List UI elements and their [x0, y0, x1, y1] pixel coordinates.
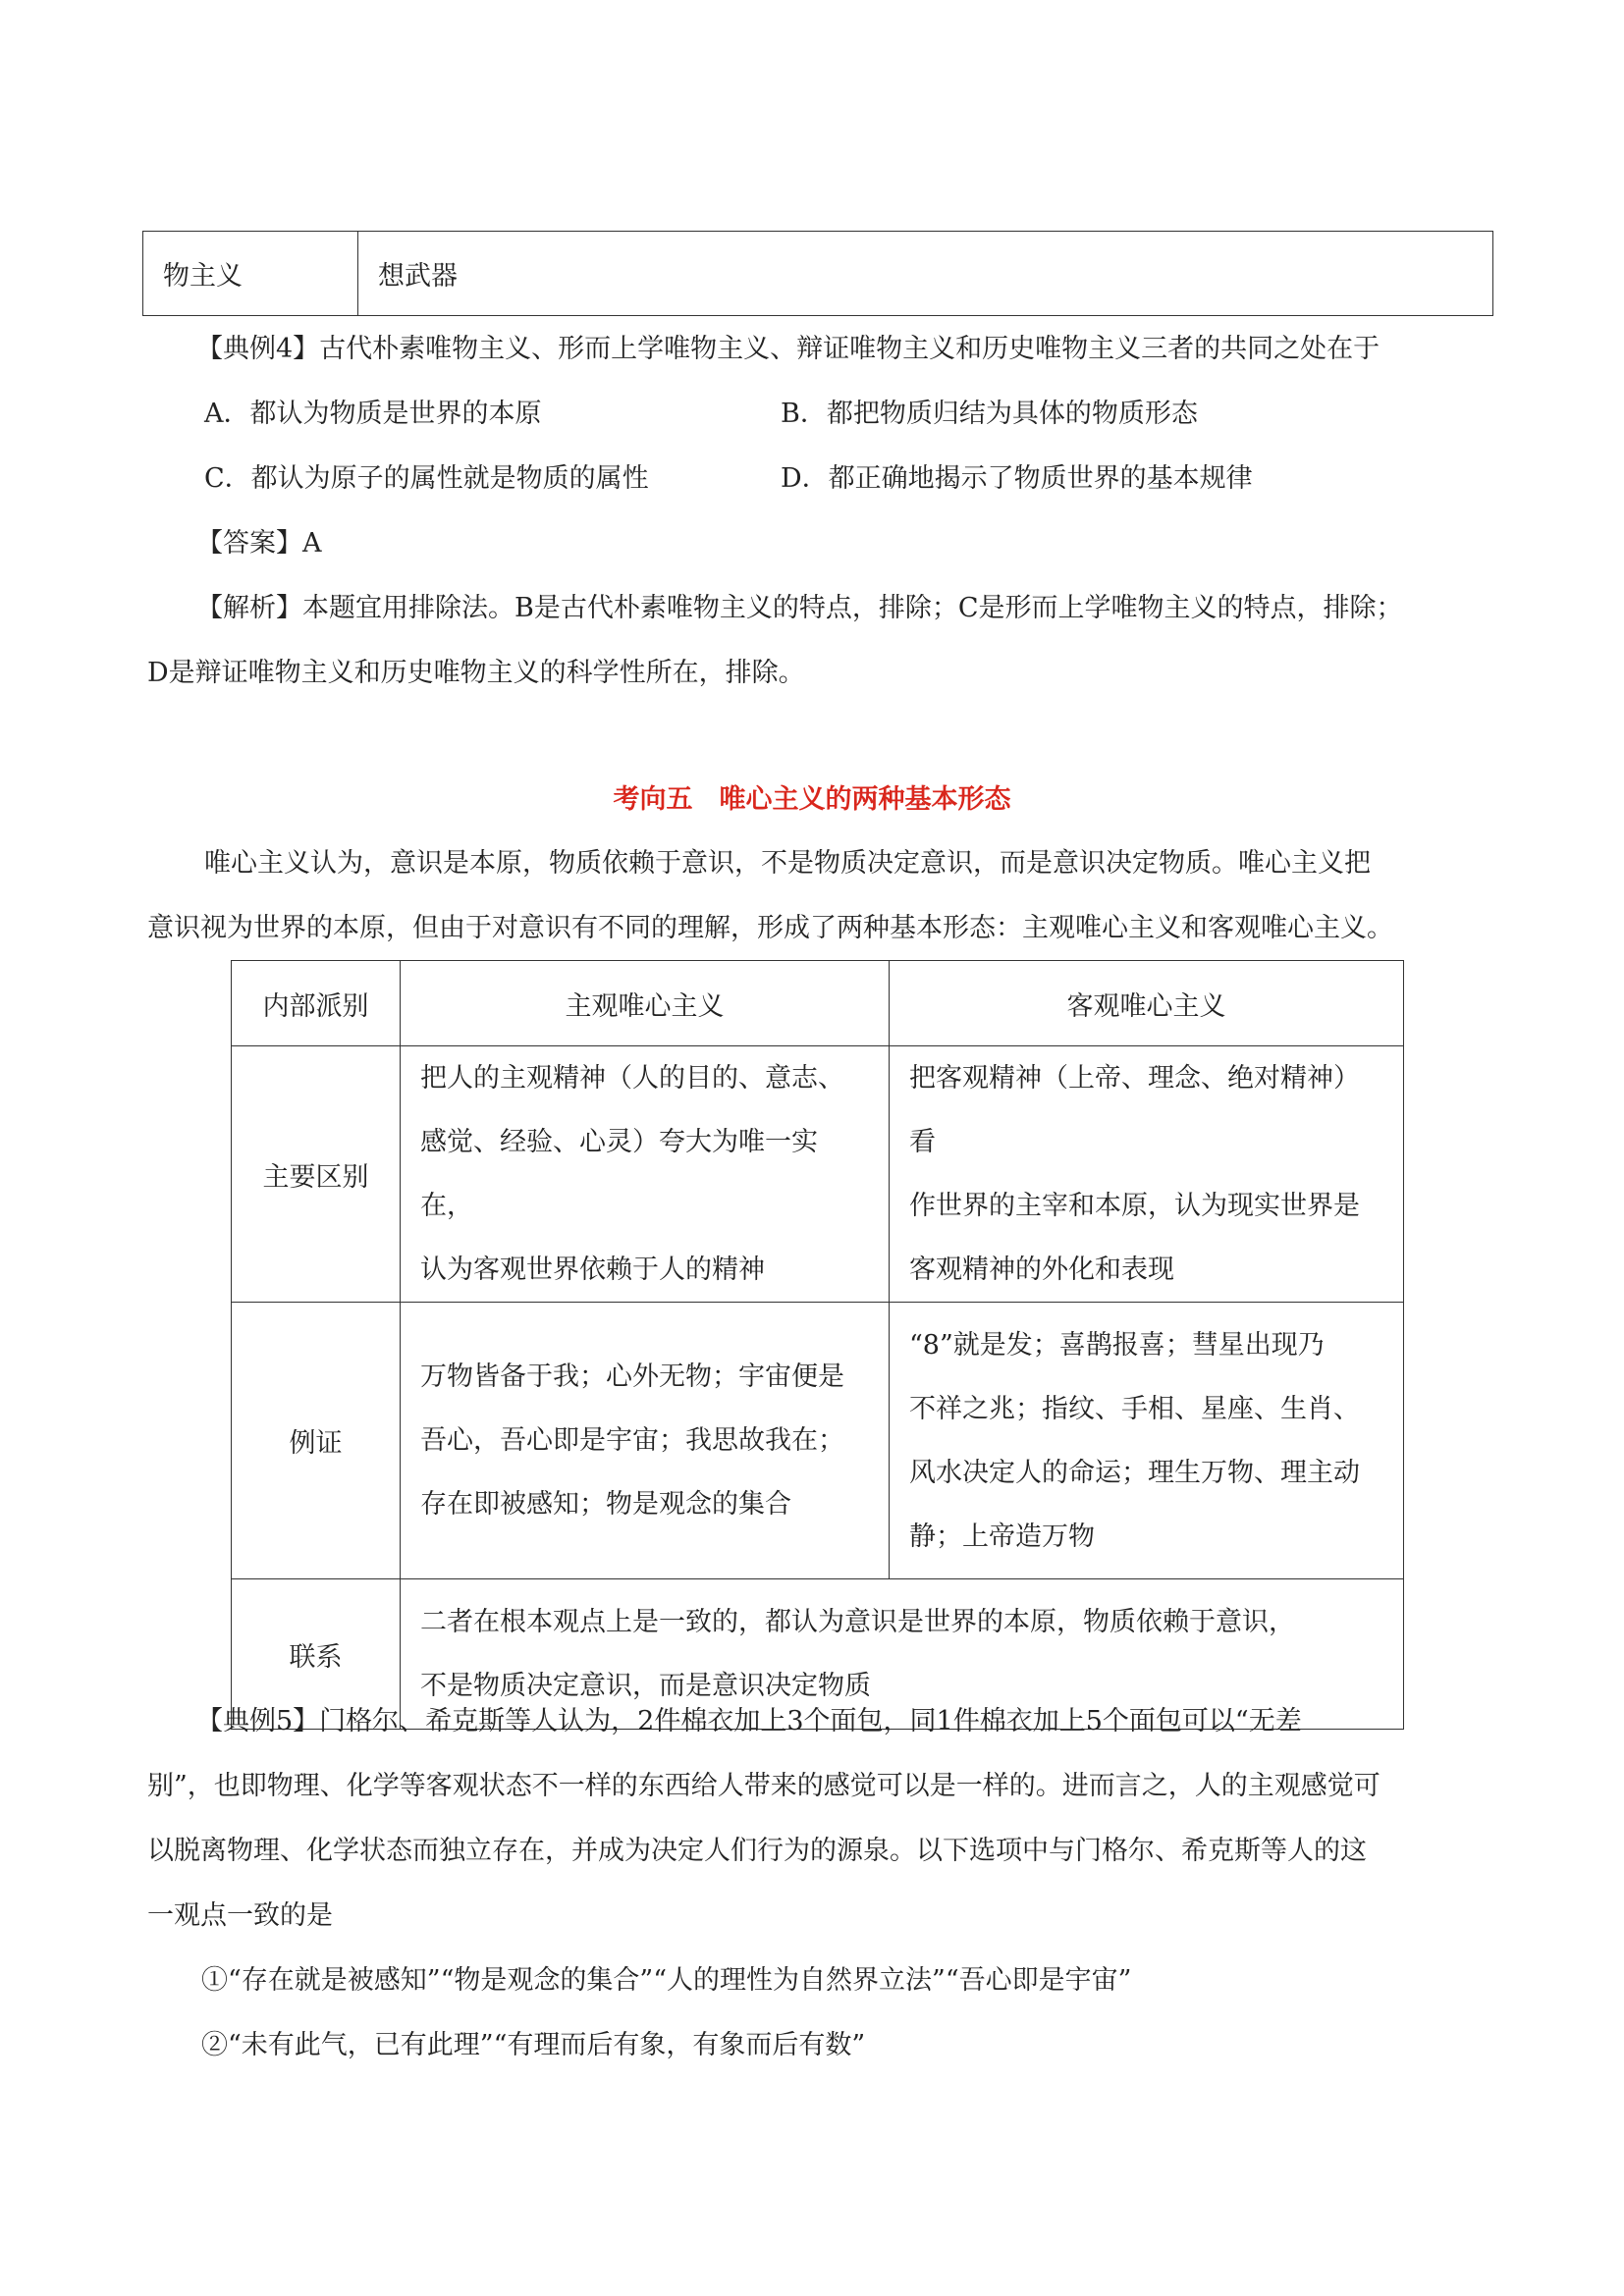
section-intro-line1: 唯心主义认为，意识是本原，物质依赖于意识，不是物质决定意识，而是意识决定物质。唯心主义把 — [204, 848, 1371, 879]
top-table-right-cell — [358, 232, 1493, 316]
header-subjective: 主观唯心主义 — [565, 990, 725, 1022]
example5-line1: 【典例5】门格尔、希克斯等人认为，2件棉衣加上3个面包，同1件棉衣加上5个面包可以“无差 — [196, 1706, 1302, 1736]
row-difference-label: 主要区别 — [262, 1161, 369, 1193]
diff-subj-line: 认为客观世界依赖于人的精神 — [420, 1255, 765, 1285]
row-difference-subjective-cell — [401, 1046, 890, 1303]
header-subjective-cell — [401, 961, 890, 1046]
example5-item2: ②“未有此气，已有此理”“有理而后有象，有象而后有数” — [201, 2030, 866, 2060]
example4-option-d: D．都正确地揭示了物质世界的基本规律 — [781, 463, 1253, 494]
example4-option-b: B．都把物质归结为具体的物质形态 — [781, 399, 1198, 429]
example-obj-line: 不祥之兆；指纹、手相、星座、生肖、 — [909, 1393, 1360, 1424]
diff-obj-line: 作世界的主宰和本原，认为现实世界是 — [909, 1191, 1360, 1221]
diff-subj-line: 把人的主观精神（人的目的、意志、 — [420, 1063, 844, 1094]
example-obj-line: “8”就是发；喜鹊报喜；彗星出现乃 — [909, 1329, 1325, 1361]
row-difference-objective-cell — [890, 1046, 1404, 1303]
example4-option-c: C．都认为原子的属性就是物质的属性 — [204, 463, 649, 494]
example5-item1: ①“存在就是被感知”“物是观念的集合”“人的理性为自然界立法”“吾心即是宇宙” — [201, 1965, 1132, 1996]
row-example-label-cell — [232, 1303, 401, 1579]
top-table-right-text: 想武器 — [378, 261, 458, 292]
section-intro-line2: 意识视为世界的本原，但由于对意识有不同的理解，形成了两种基本形态：主观唯心主义和客观唯心主义。 — [147, 913, 1393, 943]
example4-answer: 【答案】A — [196, 528, 322, 559]
example-subj-line: 万物皆备于我；心外无物；宇宙便是 — [420, 1362, 844, 1392]
row-difference-label-cell — [232, 1046, 401, 1303]
row-example-subjective-cell — [401, 1303, 890, 1579]
example-subj-line: 吾心，吾心即是宇宙；我思故我在； — [420, 1425, 844, 1456]
example-subj-line: 存在即被感知；物是观念的集合 — [420, 1489, 791, 1520]
example5-line3: 以脱离物理、化学状态而独立存在，并成为决定人们行为的源泉。以下选项中与门格尔、希克斯等人的这 — [147, 1836, 1367, 1866]
row-link-label: 联系 — [289, 1641, 343, 1673]
header-objective-cell — [890, 961, 1404, 1046]
row-example-objective-cell — [890, 1303, 1404, 1579]
example4-question: 【典例4】古代朴素唯物主义、形而上学唯物主义、辩证唯物主义和历史唯物主义三者的共同之处在于 — [196, 334, 1380, 364]
diff-obj-line: 把客观精神（上帝、理念、绝对精神）看 — [909, 1063, 1360, 1157]
header-faction: 内部派别 — [262, 990, 369, 1022]
example5-line4: 一观点一致的是 — [147, 1900, 333, 1931]
header-objective: 客观唯心主义 — [1066, 990, 1226, 1022]
example5-line2: 别”，也即物理、化学等客观状态不一样的东西给人带来的感觉可以是一样的。进而言之，人的主观感觉可 — [147, 1771, 1380, 1801]
top-table-left-text: 物主义 — [163, 261, 243, 292]
diff-subj-line: 感觉、经验、心灵）夸大为唯一实在， — [420, 1127, 818, 1221]
example4-analysis-line1: 【解析】本题宜用排除法。B是古代朴素唯物主义的特点，排除；C是形而上学唯物主义的特点，排除； — [196, 593, 1403, 623]
example-obj-line: 静；上帝造万物 — [909, 1521, 1095, 1552]
idealism-table — [231, 960, 1404, 1730]
example4-option-a: A．都认为物质是世界的本原 — [204, 399, 542, 429]
link-text-line: 二者在根本观点上是一致的，都认为意识是世界的本原，物质依赖于意识， — [420, 1607, 1295, 1637]
diff-obj-line: 客观精神的外化和表现 — [909, 1255, 1174, 1285]
section-title: 考向五 唯心主义的两种基本形态 — [613, 784, 1011, 815]
example4-analysis-line2: D是辩证唯物主义和历史唯物主义的科学性所在，排除。 — [147, 658, 805, 688]
link-text-line: 不是物质决定意识，而是意识决定物质 — [420, 1671, 871, 1701]
top-table-left-cell — [143, 232, 358, 316]
header-faction-cell — [232, 961, 401, 1046]
example-obj-line: 风水决定人的命运；理生万物、理主动 — [909, 1457, 1360, 1488]
row-example-label: 例证 — [289, 1428, 343, 1459]
top-table — [142, 231, 1493, 316]
